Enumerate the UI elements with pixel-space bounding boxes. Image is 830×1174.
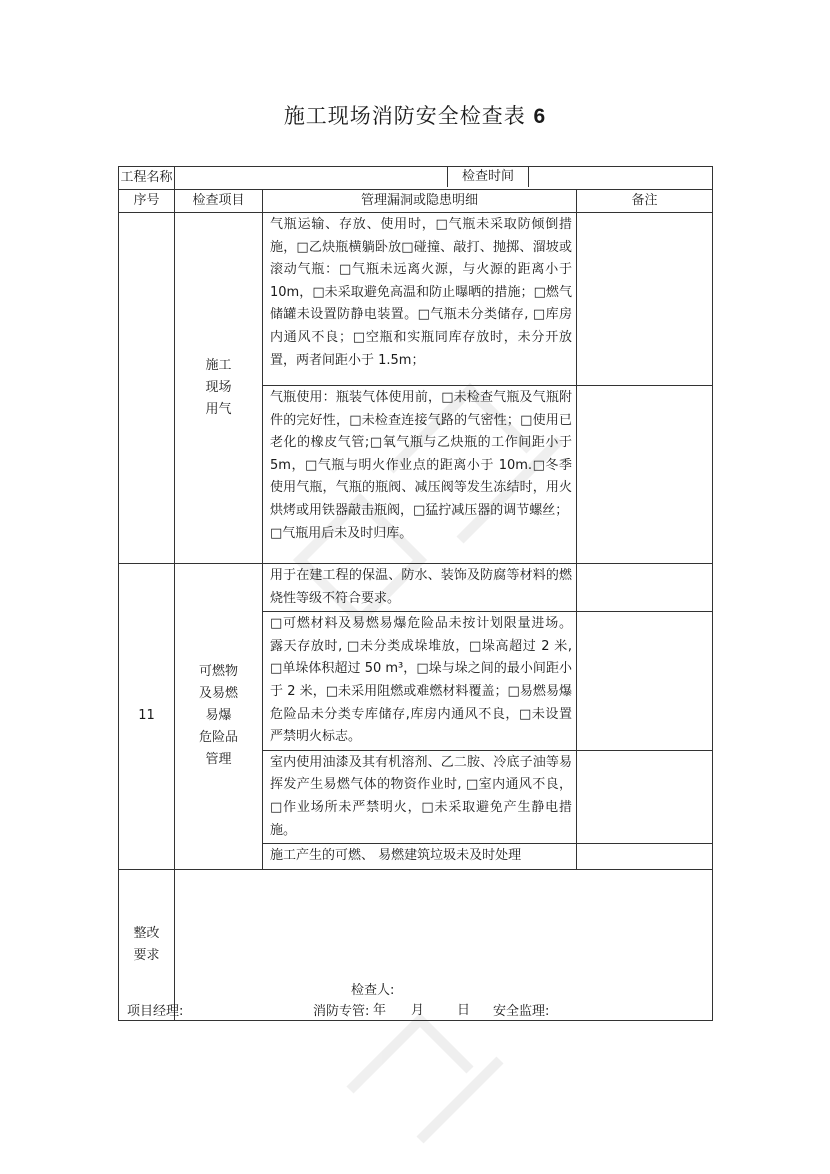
col-detail: 管理漏洞或隐患明细 [263, 190, 577, 213]
detail-cell: □可燃材料及易燃易爆危险品未按计划限量进场。 露天存放时, □未分类成垛堆放，□垛高超过 2 米, □单垛体积超过 50 m³，□垛与垛之间的最小间距小于 2 米，□未采用阻燃或难燃材料覆盖；□易燃易爆危险品未分类专库储存,库房内通风不良，□未设置严禁明火标志。 [263, 612, 577, 751]
item-line: 用气 [205, 402, 232, 417]
item-line: 现场 [205, 380, 232, 395]
detail-cell: 气瓶使用：瓶装气体使用前，□未检查气瓶及气瓶附件的完好性，□未检查连接气路的气密性；□使用已老化的橡皮气管;□氧气瓶与乙炔瓶的工作间距小于 5m，□气瓶与明火作业点的距离小于 10m.□冬季使用气瓶，气瓶的瓶阀、减压阀等发生冻结时，用火烘烤或用铁器敲击瓶阀，□猛拧减压器的调节螺丝； □气瓶用后未及时归库。 [263, 386, 577, 564]
project-name-label: 工程名称 [120, 170, 173, 185]
col-remark: 备注 [577, 190, 713, 213]
rectification-label [119, 869, 175, 1020]
inspector-label: 检查人: [351, 982, 395, 998]
section1-item [175, 213, 263, 564]
rectification-content[interactable] [175, 869, 713, 1020]
detail-cell: 气瓶运输、存放、使用时，□气瓶未采取防倾倒措施，□乙炔瓶横躺卧放□碰撞、敲打、抛掷、溜坡或滚动气瓶：□气瓶未远离火源，与火源的距离小于 10m，□未采取避免高温和防止曝晒的措施；□燃气储罐未设置防静电装置。□气瓶未分类储存, □库房内通风不良；□空瓶和实瓶同库存放时，未分开放置，两者间距小于 1.5m； [263, 213, 577, 386]
item-line: 及易燃 [198, 686, 238, 702]
item-line: 管理 [205, 752, 232, 768]
item-line: 危险品 [198, 730, 238, 746]
section1-seq [119, 213, 175, 564]
title-number: 6 [533, 105, 547, 128]
rectification-label-line: 要求 [133, 947, 160, 963]
rectification-row [119, 869, 713, 1020]
check-time-value[interactable] [529, 167, 712, 187]
date-year: 年 [373, 1002, 387, 1018]
rectification-label-line: 整改 [133, 925, 160, 941]
project-manager-sign: 项目经理: [127, 1004, 184, 1019]
item-line: 易爆 [205, 708, 232, 724]
remark-cell[interactable] [577, 750, 713, 843]
col-seq: 序号 [119, 190, 175, 213]
date-month: 月 [411, 1002, 425, 1018]
project-name-value[interactable] [175, 167, 448, 187]
remark-cell[interactable] [577, 844, 713, 870]
title-text: 施工现场消防安全检查表 [283, 104, 526, 128]
page-title [0, 100, 830, 130]
header-row [119, 167, 713, 190]
column-header-row [119, 190, 713, 213]
remark-cell[interactable] [577, 213, 713, 386]
date-day: 日 [457, 1002, 471, 1018]
detail-cell: 施工产生的可燃、 易燃建筑垃圾未及时处理 [263, 844, 577, 870]
detail-cell: 用于在建工程的保温、防水、装饰及防腐等材料的燃烧性等级不符合要求。 [263, 564, 577, 612]
inspection-table [118, 166, 713, 1021]
item-line: 可燃物 [198, 664, 238, 680]
fire-manager-sign: 消防专管: [313, 1004, 370, 1019]
remark-cell[interactable] [577, 564, 713, 612]
table-row [119, 564, 713, 612]
section2-item [175, 564, 263, 870]
safety-supervisor-sign: 安全监理: [493, 1004, 550, 1019]
col-item: 检查项目 [175, 190, 263, 213]
detail-cell: 室内使用油漆及其有机溶剂、乙二胺、冷底子油等易挥发产生易燃气体的物资作业时, □室内通风不良，□作业场所未严禁明火，□未采取避免产生静电措施。 [263, 750, 577, 843]
section2-seq: 11 [119, 564, 175, 870]
remark-cell[interactable] [577, 612, 713, 751]
check-time-label: 检查时间 [448, 167, 529, 187]
item-line: 施工 [205, 358, 232, 373]
remark-cell[interactable] [577, 386, 713, 564]
table-row [119, 213, 713, 386]
